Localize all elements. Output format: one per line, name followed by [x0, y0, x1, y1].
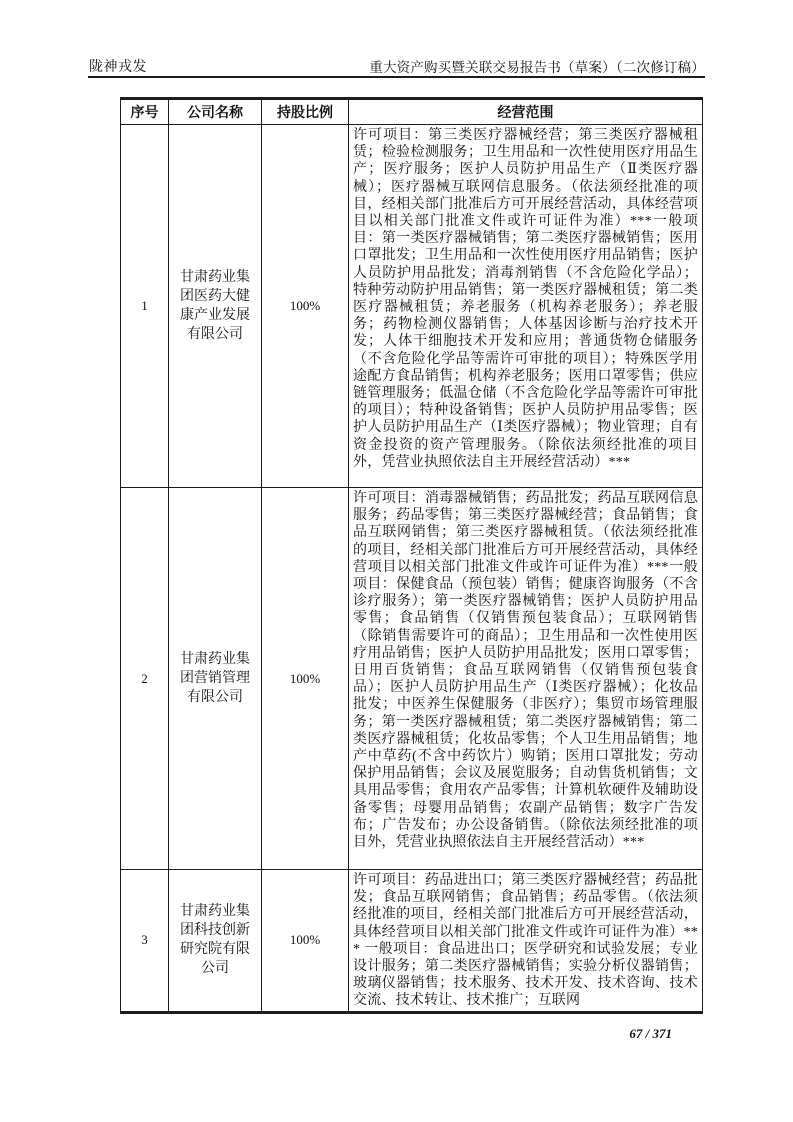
company-name-text: 甘肃药业集团营销管理有限公司	[180, 652, 250, 705]
table-row	[121, 488, 703, 870]
row-index-cell: 1	[121, 125, 169, 488]
shareholding-ratio-cell: 100%	[262, 488, 349, 870]
company-name-cell	[169, 125, 262, 488]
column-header-shareholding-ratio: 持股比例	[262, 99, 349, 125]
business-scope-cell	[349, 488, 703, 870]
table-row	[121, 870, 703, 1013]
company-name-cell	[169, 870, 262, 1013]
business-scope-cell	[349, 870, 703, 1013]
company-name-cell	[169, 488, 262, 870]
page-number: 67 / 371	[629, 1026, 672, 1041]
business-scope-text: 许可项目：消毒器械销售；药品批发；药品互联网信息服务；药品零售；第三类医疗器械经营；食品销售；食品互联网销售；第三类医疗器械租赁。（依法须经批准的项目，经相关部门批准后方可开展经营活动，具体经营项目以相关部门批准文件或许可证件为准）***一般项目：保健食品（预包装）销售；健康咨询服务（不含诊疗服务）；第一类医疗器械销售；医护人员防护用品零售；食品销售（仅销售预包装食品）；互联网销售（除销售需要许可的商品）；卫生用品和一次性使用医疗用品销售；医护人员防护用品批发；医用口罩零售；日用百货销售；食品互联网销售（仅销售预包装食品）；医护人员防护用品生产（Ⅰ类医疗器械）；化妆品批发；中医养生保健服务（非医疗）；集贸市场管理服务；第一类医疗器械租赁；第二类医疗器械销售；第二类医疗器械租赁；化妆品零售；个人卫生用品销售；地产中草药(不含中药饮片）购销；医用口罩批发；劳动保护用品销售；会议及展览服务；自动售货机销售；文具用品零售；食用农产品零售；计算机软硬件及辅助设备零售；母婴用品销售；农副产品销售；数字广告发布；广告发布；办公设备销售。（除依法须经批准的项目外，凭营业执照依法自主开展经营活动）***	[353, 491, 698, 851]
column-header-business-scope: 经营范围	[349, 99, 703, 125]
document-full-title: 重大资产购买暨关联交易报告书（草案）（二次修订稿）	[369, 60, 705, 75]
shareholding-ratio-cell: 100%	[262, 870, 349, 1013]
shareholding-ratio-cell: 100%	[262, 125, 349, 488]
table-row	[121, 125, 703, 488]
business-scope-text: 许可项目：药品进出口；第三类医疗器械经营；药品批发；食品互联网销售；食品销售；药品零售。（依法须经批准的项目，经相关部门批准后方可开展经营活动，具体经营项目以相关部门批准文件或许可证件为准）*** 一般项目：食品进出口；医学研究和试验发展；专业设计服务；第二类医疗器械销售；实验分析仪器销售；玻璃仪器销售；技术服务、技术开发、技术咨询、技术交流、技术转让、技术推广；互联网	[353, 873, 698, 1009]
business-scope-text: 许可项目：第三类医疗器械经营；第三类医疗器械租赁；检验检测服务；卫生用品和一次性使用医疗用品生产；医疗服务；医护人员防护用品生产（Ⅱ类医疗器械）；医疗器械互联网信息服务。（依法须经批准的项目，经相关部门批准后方可开展经营活动，具体经营项目以相关部门批准文件或许可证件为准）***一般项目：第一类医疗器械销售；第二类医疗器械销售；医用口罩批发；卫生用品和一次性使用医疗用品销售；医护人员防护用品批发；消毒剂销售（不含危险化学品）；特种劳动防护用品销售；第一类医疗器械租赁；第二类医疗器械租赁；养老服务（机构养老服务）；养老服务；药物检测仪器销售；人体基因诊断与治疗技术开发；人体干细胞技术开发和应用；普通货物仓储服务（不含危险化学品等需许可审批的项目）；特殊医学用途配方食品销售；机构养老服务；医用口罩零售；供应链管理服务；低温仓储（不含危险化学品等需许可审批的项目）；特种设备销售；医护人员防护用品零售；医护人员防护用品生产（Ⅰ类医疗器械）；物业管理；自有资金投资的资产管理服务。（除依法须经批准的项目外，凭营业执照依法自主开展经营活动）***	[353, 128, 698, 470]
subsidiaries-table	[120, 97, 703, 1014]
row-index-cell: 2	[121, 488, 169, 870]
document-short-title: 陇神戎发	[89, 60, 147, 75]
row-index-cell: 3	[121, 870, 169, 1013]
business-scope-cell	[349, 125, 703, 488]
company-name-text: 甘肃药业集团医药大健康产业发展有限公司	[180, 270, 250, 342]
column-header-company-name: 公司名称	[169, 99, 262, 125]
header-divider-line	[88, 76, 705, 78]
company-name-text: 甘肃药业集团科技创新研究院有限公司	[180, 904, 250, 977]
column-header-index: 序号	[121, 99, 169, 125]
table-header-row	[121, 99, 703, 125]
